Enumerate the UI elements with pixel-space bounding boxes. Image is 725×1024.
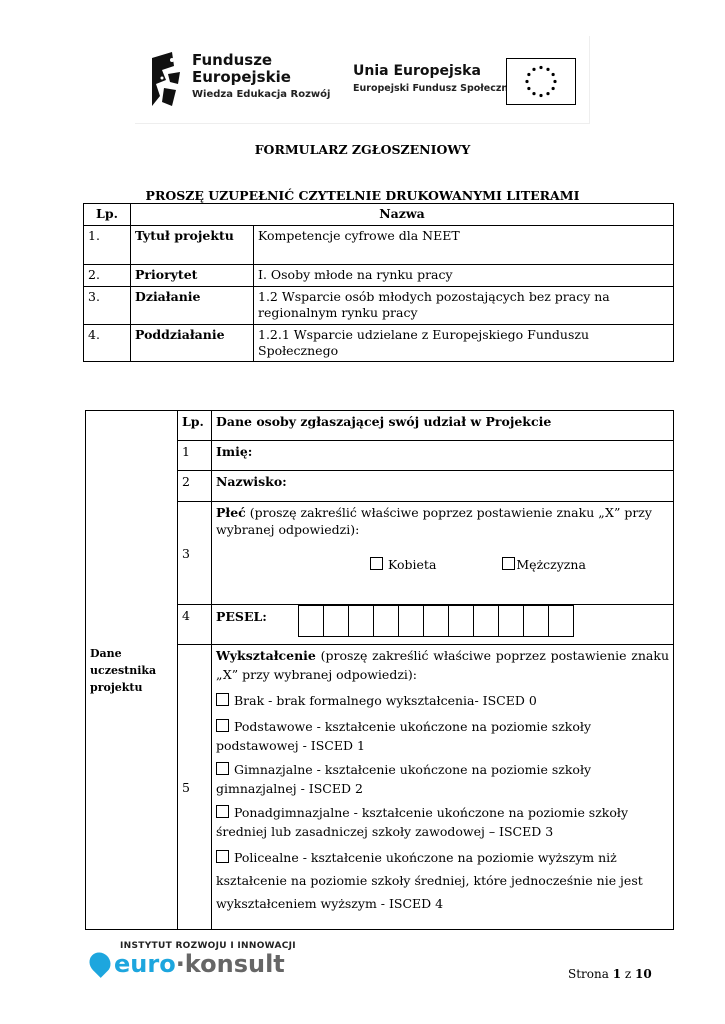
table-row: 5 Wykształcenie (proszę zakreślić właściwe poprzez postawienie znaku „X” przy wybranej odpowiedzi): Brak - brak formalnego wykształcenia- ISCED 0 Podstawowe - kształcenie ukończone na poziomie szkoły podstawowej - ISCED 1 Gimnazjalne - kształcenie ukończone na poziomie szkoły gimnazjalnej - ISCED 2 Ponadgimnazjalne - kształcenie ukończone na poziomie szkoły średniej lub zasadniczej szkoły zawodowej – ISCED 3 Policealne - kształcenie ukończone na poziomie wyższym niż kształcenie na poziomie szkoły średniej, które jednocześnie nie jest wykształceniem wyższym - ISCED 4: [86, 645, 674, 930]
table-row: 3. Działanie 1.2 Wsparcie osób młodych pozostających bez pracy na regionalnym rynku pracy: [84, 287, 674, 325]
gender-field: Płeć (proszę zakreślić właściwe poprzez postawienie znaku „X” przy wybranej odpowiedzi): Kobieta Mężczyzna: [212, 502, 674, 605]
pesel-digit[interactable]: [374, 606, 399, 637]
eu-star: [527, 87, 530, 90]
table-row: 2 Nazwisko:: [86, 471, 674, 502]
page-number: Strona 1 z 10: [568, 967, 652, 981]
last-name-field[interactable]: Nazwisko:: [212, 471, 674, 502]
eu-star: [532, 68, 535, 71]
pesel-digit[interactable]: [449, 606, 474, 637]
fundusze-europejskie-logo-icon: [150, 50, 182, 108]
education-option-checkbox[interactable]: [216, 805, 229, 818]
education-option-checkbox[interactable]: [216, 762, 229, 775]
col-lp-header: Lp.: [84, 204, 131, 226]
eu-star: [525, 80, 528, 83]
first-name-field[interactable]: Imię:: [212, 441, 674, 471]
pesel-digit-boxes[interactable]: [298, 605, 574, 637]
eu-star: [527, 73, 530, 76]
table-row: 4. Poddziałanie 1.2.1 Wsparcie udzielane z Europejskiego Funduszu Społecznego: [84, 325, 674, 362]
table-row: 1. Tytuł projektu Kompetencje cyfrowe dla NEET: [84, 226, 674, 265]
participant-header: Dane osoby zgłaszającej swój udział w Projekcie: [212, 411, 674, 441]
location-pin-icon: [85, 948, 115, 978]
pesel-field: PESEL:: [212, 605, 674, 645]
table-row: 3 Płeć (proszę zakreślić właściwe poprzez postawienie znaku „X” przy wybranej odpowiedzi): Kobieta Mężczyzna: [86, 502, 674, 605]
table-row: 1 Imię:: [86, 441, 674, 471]
pesel-digit[interactable]: [399, 606, 424, 637]
eu-star: [532, 92, 535, 95]
euro-konsult-logo: INSTYTUT ROZWOJU I INNOWACJI euro·konsult: [90, 941, 296, 977]
pesel-digit[interactable]: [324, 606, 349, 637]
form-title: FORMULARZ ZGŁOSZENIOWY: [254, 142, 471, 157]
pesel-digit[interactable]: [549, 606, 574, 637]
pesel-digit[interactable]: [524, 606, 549, 637]
fundusze-europejskie-logo: Fundusze Europejskie Wiedza Edukacja Rozwój: [192, 51, 331, 100]
education-field: Wykształcenie (proszę zakreślić właściwe poprzez postawienie znaku „X” przy wybranej odpowiedzi): Brak - brak formalnego wykształcenia- ISCED 0 Podstawowe - kształcenie ukończone na poziomie szkoły podstawowej - ISCED 1 Gimnazjalne - kształcenie ukończone na poziomie szkoły gimnazjalnej - ISCED 2 Ponadgimnazjalne - kształcenie ukończone na poziomie szkoły średniej lub zasadniczej szkoły zawodowej – ISCED 3 Policealne - kształcenie ukończone na poziomie wyższym niż kształcenie na poziomie szkoły średniej, które jednocześnie nie jest wykształceniem wyższym - ISCED 4: [212, 645, 674, 930]
table-row: 4 PESEL:: [86, 605, 674, 645]
education-option-checkbox[interactable]: [216, 719, 229, 732]
eu-star: [552, 73, 555, 76]
eu-star: [546, 68, 549, 71]
section-label: Dane uczestnika projektu: [86, 411, 178, 930]
col-name-header: Nazwa: [131, 204, 674, 226]
pesel-digit[interactable]: [424, 606, 449, 637]
pesel-digit[interactable]: [499, 606, 524, 637]
unia-europejska-logo: Unia Europejska Europejski Fundusz Społeczny: [353, 63, 515, 94]
eu-star: [539, 66, 542, 69]
project-info-table: [83, 203, 674, 362]
form-subtitle: PROSZĘ UZUPEŁNIĆ CZYTELNIE DRUKOWANYMI LITERAMI: [145, 188, 580, 203]
pesel-digit[interactable]: [299, 606, 324, 637]
female-checkbox[interactable]: [370, 557, 383, 570]
education-option-checkbox[interactable]: [216, 693, 229, 706]
eu-star: [546, 92, 549, 95]
male-checkbox[interactable]: [502, 557, 515, 570]
eu-star: [553, 80, 556, 83]
eu-star: [539, 94, 542, 97]
pesel-digit[interactable]: [349, 606, 374, 637]
education-option-checkbox[interactable]: [216, 850, 229, 863]
pesel-digit[interactable]: [474, 606, 499, 637]
participant-data-table: Dane uczestnika projektu Lp. Dane osoby zgłaszającej swój udział w Projekcie 1 Imię: 2 Nazwisko: 3 Płeć (proszę zakreślić właściwe poprzez postawienie znaku „X” przy wybranej odpowiedzi): Kobieta Mężczyzna 4 PESEL: 5 Wykształcenie (proszę zakreślić właściwe poprzez postawienie znaku „X” przy wybranej odpowiedzi): Brak - brak formalnego wykształcenia- ISCED 0 Podstawowe - kształcenie ukończone na poziomie szkoły podstawowej - ISCED 1 Gimnazjalne - kształcenie ukończone na poziomie szkoły gimnazjalnej - ISCED 2 Ponadgimnazjalne - kształcenie ukończone na poziomie szkoły średniej lub zasadniczej szkoły zawodowej – ISCED 3 Policealne - kształcenie ukończone na poziomie wyższym niż kształcenie na poziomie szkoły średniej, które jednocześnie nie jest wykształceniem wyższym - ISCED 4: [85, 410, 674, 930]
eu-star: [552, 87, 555, 90]
table-row: 2. Priorytet I. Osoby młode na rynku pracy: [84, 265, 674, 287]
eu-flag-icon: [506, 58, 576, 105]
